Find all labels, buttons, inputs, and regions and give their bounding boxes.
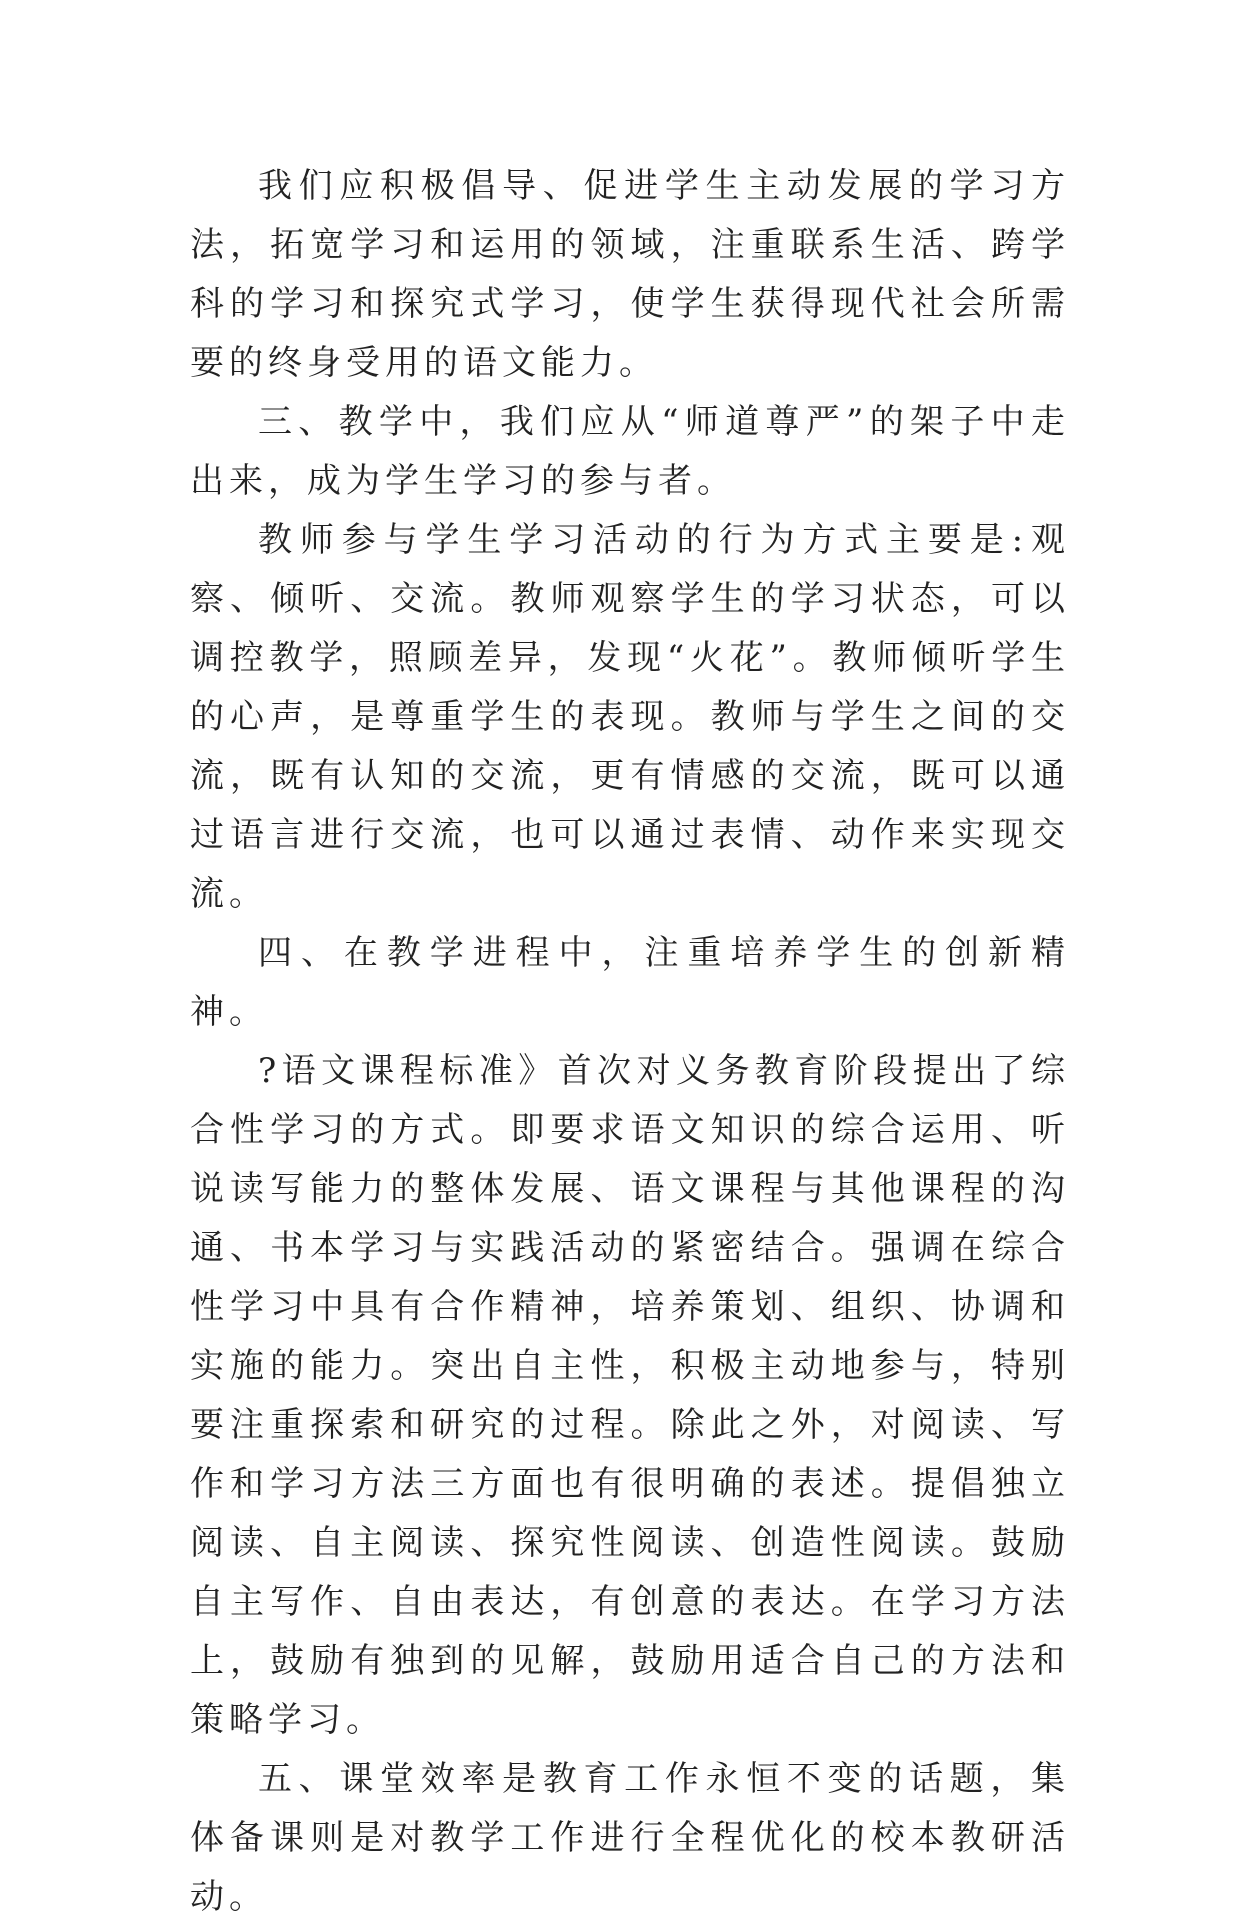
paragraph-learning-methods: 我们应积极倡导、促进学生主动发展的学习方法，拓宽学习和运用的领域，注重联系生活、跨学科的学习和探究式学习，使学生获得现代社会所需要的终身受用的语文能力。 [190,166,1070,383]
document-body [190,157,1070,1927]
heading-section-five: 五、课堂效率是教育工作永恒不变的话题，集体备课则是对教学工作进行全程优化的校本教研活动。 [190,1759,1070,1917]
paragraph-teacher-participation: 教师参与学生学习活动的行为方式主要是:观察、倾听、交流。教师观察学生的学习状态，可以调控教学，照顾差异，发现“火花”。教师倾听学生的心声，是尊重学生的表现。教师与学生之间的交流，既有认知的交流，更有情感的交流，既可以通过语言进行交流，也可以通过表情、动作来实现交流。 [190,520,1070,914]
paragraph-curriculum-standard: ?语文课程标准》首次对义务教育阶段提出了综合性学习的方式。即要求语文知识的综合运用、听说读写能力的整体发展、语文课程与其他课程的沟通、书本学习与实践活动的紧密结合。强调在综合性学习中具有合作精神，培养策划、组织、协调和实施的能力。突出自主性，积极主动地参与，特别要注重探索和研究的过程。除此之外，对阅读、写作和学习方法三方面也有很明确的表述。提倡独立阅读、自主阅读、探究性阅读、创造性阅读。鼓励自主写作、自由表达，有创意的表达。在学习方法上，鼓励有独到的见解，鼓励用适合自己的方法和策略学习。 [190,1051,1070,1740]
heading-section-three: 三、教学中，我们应从“师道尊严”的架子中走出来，成为学生学习的参与者。 [190,402,1070,501]
heading-section-four: 四、在教学进程中，注重培养学生的创新精神。 [190,933,1070,1032]
